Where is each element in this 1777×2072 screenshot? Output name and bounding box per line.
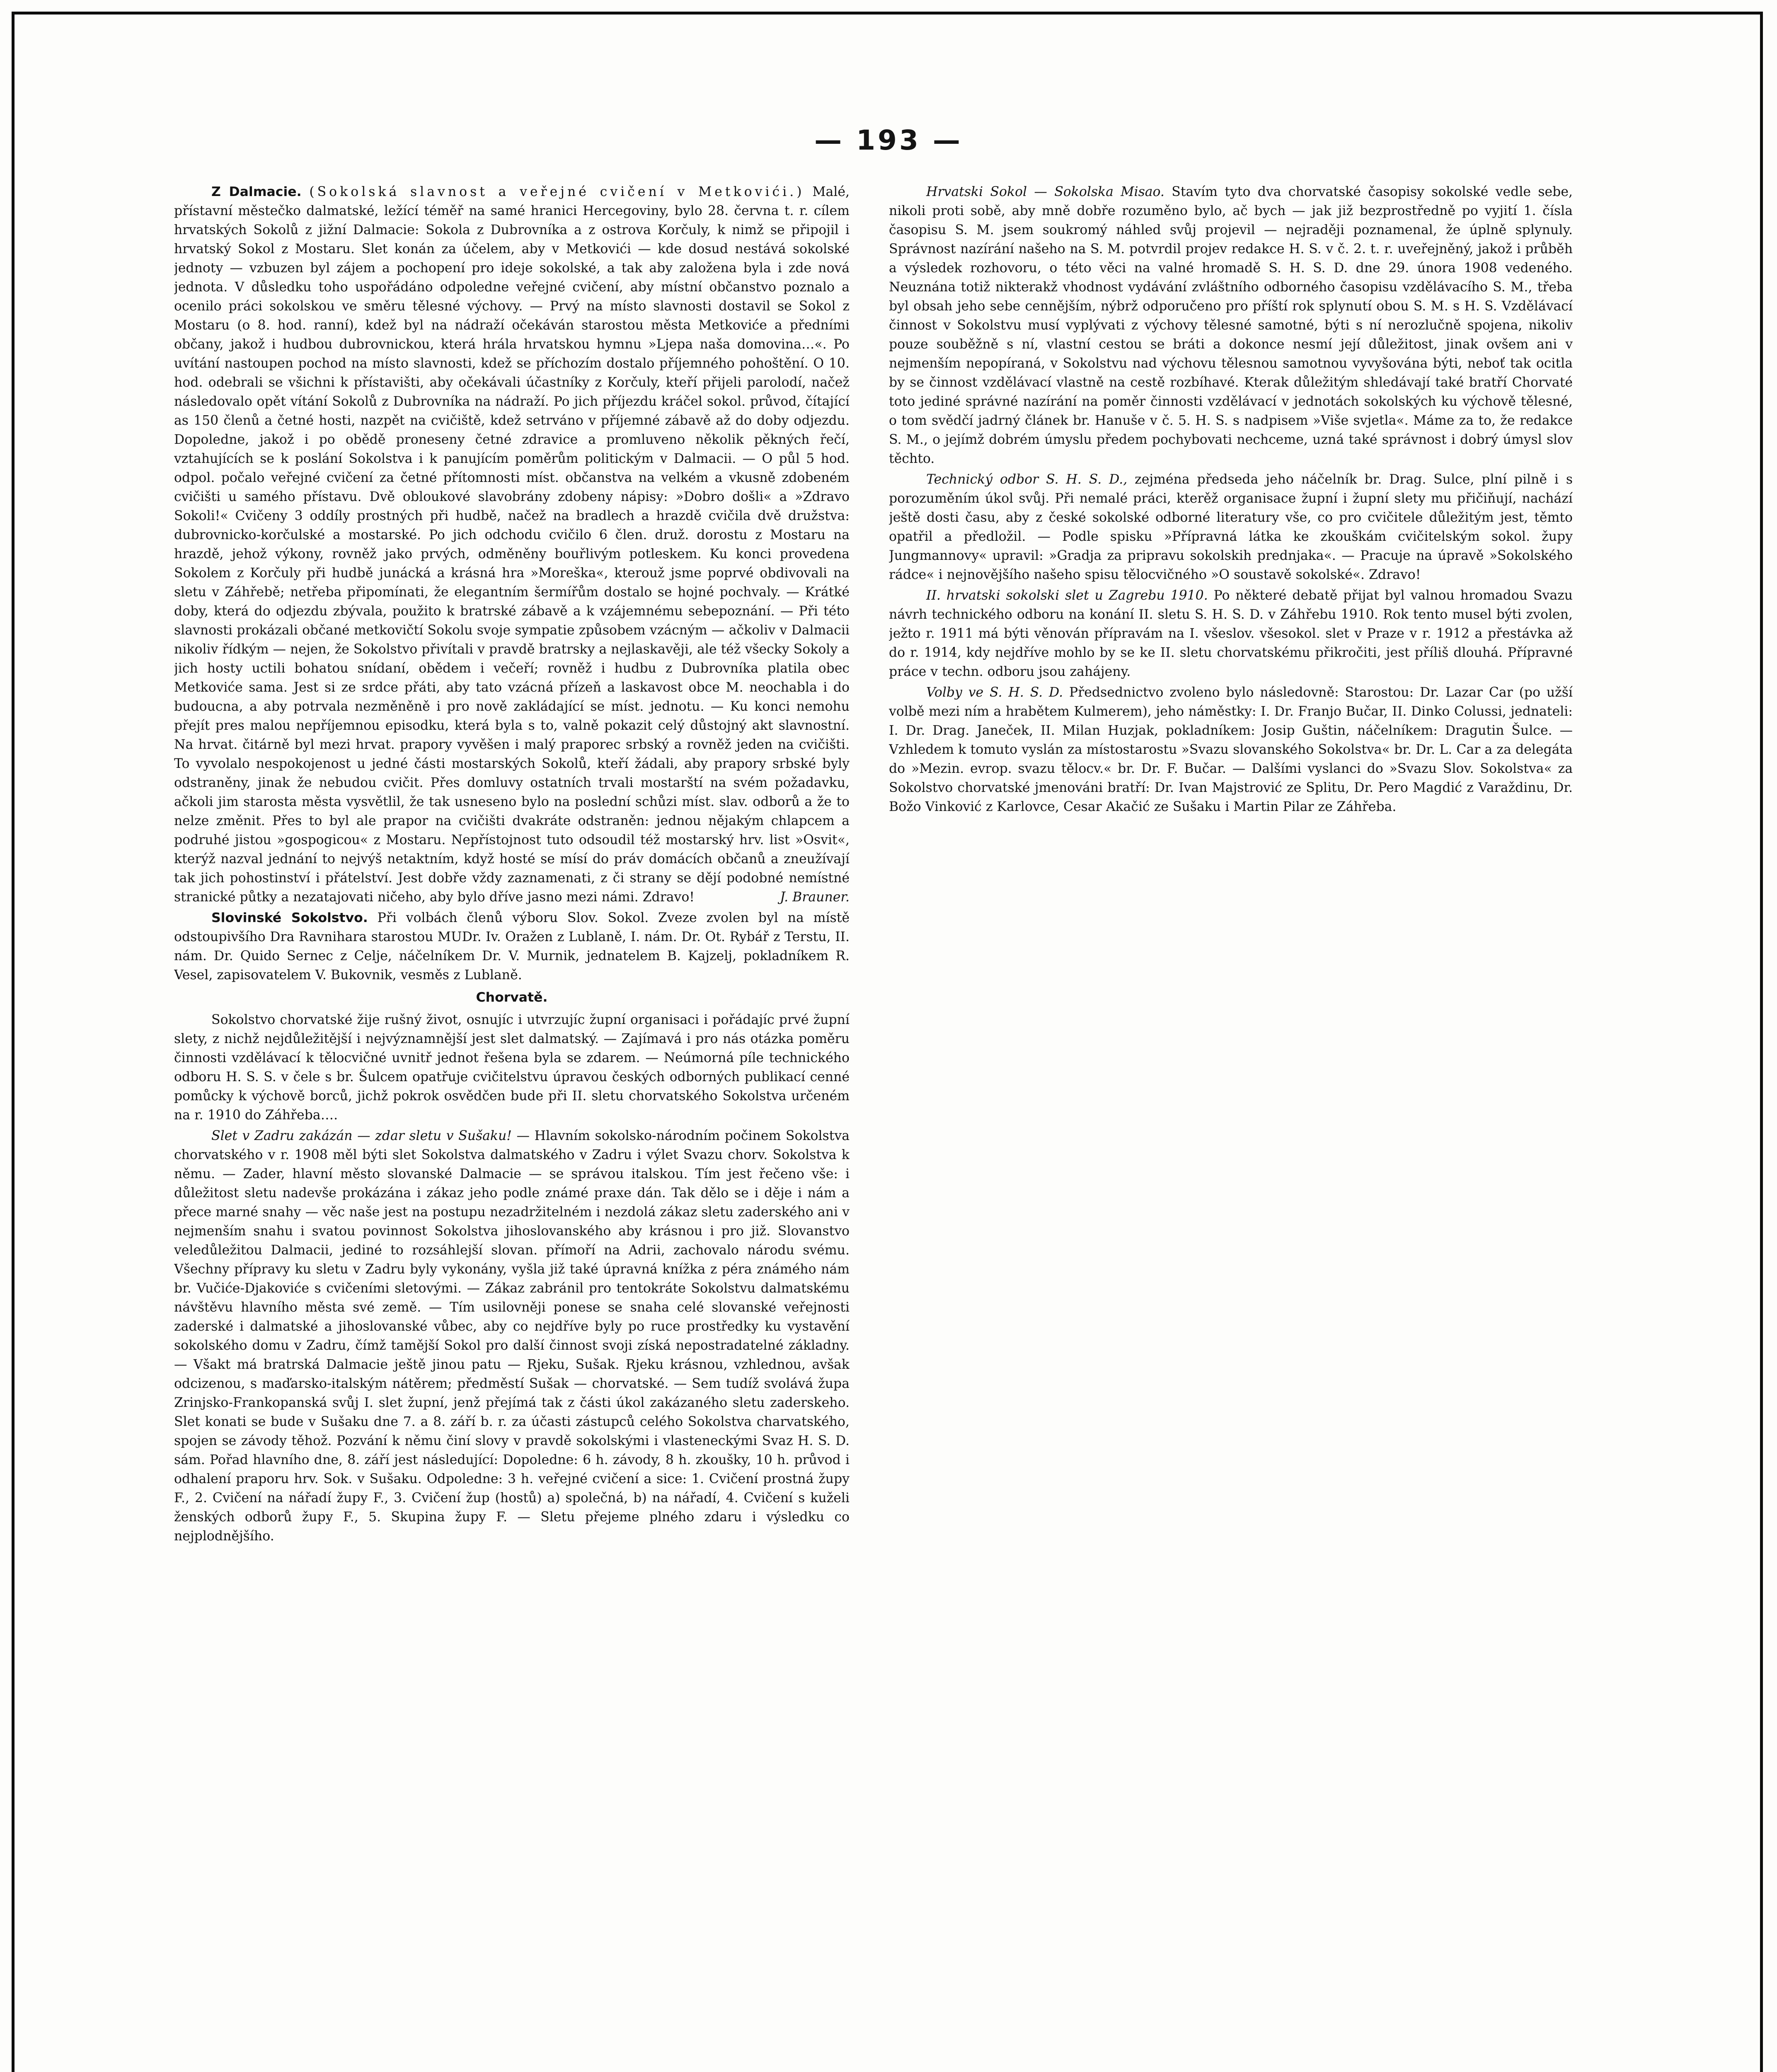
article-dalmacie xyxy=(174,182,850,907)
article-signature: J. Brauner. xyxy=(780,890,850,905)
article-body: Při volbách členů výboru Slov. Sokol. Zveze zvolen byl na místě odstoupivšího Dra Ravnihara starostou MUDr. Iv. Oražen z Lublaně, I. nám. Dr. Ot. Rybář z Terstu, II. nám. Dr. Quido Sernec z Celje, náčelníkem Dr. V. Murnik, jednatelem B. Kajzelj, pokladníkem R. Vesel, zapisovatelem V. Bukovnik, vesměs z Lublaně. xyxy=(174,910,850,983)
article-subtitle: (Sokolská slavnost a veřejné cvičení v Metkovići.) xyxy=(309,184,805,199)
article-slet-zagreb xyxy=(889,586,1573,681)
article-title: Technický odbor S. H. S. D., xyxy=(926,472,1128,487)
article-title: Volby ve S. H. S. D. xyxy=(926,685,1063,700)
article-chorvatsko-intro: Sokolstvo chorvatské žije rušný život, osnujíc i utvrzujíc župní organisaci i pořádajíc prvé župní slety, z nichž nejdůležitější i nejvýznamnější jest slet dalmatský. — Zajímavá i pro nás otázka poměru činnosti vzdělávací k tělocvičné uvnitř jednot řešena byla se zdarem. — Neúmorná píle technického odboru H. S. S. v čele s br. Šulcem opatřuje cvičitelstvu úpravou českých odborných publikací cenné pomůcky k výchově borců, jichž pokrok osvědčen bude při II. sletu chorvatského Sokolstva určeném na r. 1910 do Záhřeba…. xyxy=(174,1012,850,1123)
article-zadar xyxy=(174,1126,850,1546)
article-body: Stavím tyto dva chorvatské časopisy sokolské vedle sebe, nikoli proti sobě, aby mně dobře rozuměno bylo, ač bych — jak již bezprostředně po vyjití 1. čísla časopisu S. M. jsem soukromý náhled svůj projevil — nejraději poznamenal, že úplně splynuly. Správnost nazírání našeho na S. M. potvrdil projev redakce H. S. v č. 2. t. r. uveřejněný, jakož i průběh a výsledek rozhovoru, o této věci na valné hromadě S. H. S. D. dne 29. února 1908 vedeného. Neuznána totiž nikterakž vhodnost vydávání zvláštního odborného časopisu vzdělávacího S. M., třeba byl obsah jeho sebe cennějším, nýbrž odporučeno pro příští rok splynutí obou S. M. s H. S. Vzdělávací činnost v Sokolstvu musí vyplývati z výchovy tělesné samotné, býti s ní nerozlučně spojena, nikoliv pouze souběžně s ní, vlastní cestou se bráti a dokonce nesmí její důležitost, jinak ovšem ani v nejmenším nepopíraná, v Sokolstvu nad výchovu tělesnou samotnou vyvyšována býti, neboť tak ocitla by se činnost vzdělávací vlastně na cestě rozbíhavé. Kterak důležitým shledávají také bratří Chorvaté toto jediné správné nazírání na poměr činnosti vzdělávací v jednotách sokolských ku výchově tělesné, o tom svědčí jadrný článek br. Hanuše v č. 5. H. S. s nadpisem »Više svjetla«. Máme za to, že redakce S. M., o jejímž dobrém úmyslu předem pochybovati nechceme, uzná také správnost i dobrý úmysl slov těchto. xyxy=(889,184,1573,466)
article-hrvatski-sokol xyxy=(889,182,1573,468)
left-column xyxy=(174,182,850,2072)
article-body: Předsednictvo zvoleno bylo následovně: Starostou: Dr. Lazar Car (po užší volbě mezi ním a hrabětem Kulmerem), jeho náměstky: I. Dr. Franjo Bučar, II. Dinko Colussi, jednateli: I. Dr. Drag. Janeček, II. Milan Huzjak, pokladníkem: Josip Guštin, náčelníkem: Dragutin Šulce. — Vzhledem k tomuto vyslán za místostarostu »Svazu slovanského Sokolstva« br. Dr. L. Car a za delegáta do »Mezin. evrop. svazu tělocv.« br. Dr. F. Bučar. — Dalšími vyslanci do »Svazu Slov. Sokolstva« za Sokolstvo chorvatské jmenováni bratří: Dr. Ivan Majstrović ze Splitu, Dr. Pero Magdić z Varaždinu, Dr. Božo Vinković z Karlovce, Cesar Akačić ze Sušaku i Martin Pilar ze Záhřeba. xyxy=(889,685,1573,814)
article-slovinske xyxy=(174,908,850,985)
article-title: Slet v Zadru zakázán — zdar sletu v Sušaku! xyxy=(211,1128,512,1143)
article-body: Po některé debatě přijat byl valnou hromadou Svazu návrh technického odboru na konání II. sletu S. H. S. D. v Záhřebu 1910. Rok tento musel býti zvolen, ježto r. 1911 má býti věnován přípravám na I. všeslov. všesokol. slet v Praze v r. 1912 a přestávka až do r. 1914, kdy nejdříve mohlo by se ke II. sletu chorvatskému přikročiti, jest příliš dlouhá. Přípravné práce v techn. odboru jsou zahájeny. xyxy=(889,588,1573,679)
right-column xyxy=(889,182,1573,2072)
article-body: Malé, přístavní městečko dalmatské, ležící téměř na samé hranici Hercegoviny, bylo 28. června t. r. cílem hrvatských Sokolů z jižní Dalmacie: Sokola z Dubrovníka a z ostrova Korčuly, k nimž se připojil i hrvatský Sokol z Mostaru. Slet konán za účelem, aby v Metkovići — kde dosud nestává sokolské jednoty — vzbuzen byl zájem a pochopení pro ideje sokolské, a tak aby založena byla i zde nová jednota. V důsledku toho uspořádáno odpoledne veřejné cvičení, aby místní občanstvo poznalo a ocenilo práci sokolskou ve směru tělesné výchovy. — Prvý na místo slavnosti dostavil se Sokol z Mostaru (o 8. hod. ranní), kdež byl na nádraží očekáván starostou města Metkoviće a předními občany, jakož i hudbou dubrovnickou, která hrála hrvatskou hymnu »Ljepa naša domovina…«. Po uvítání nastoupen pochod na místo slavnosti, kdež se příchozím dostalo příjemného pohoštění. O 10. hod. odebrali se všichni k přístavišti, aby očekávali účastníky z Korčuly, kteří přijeli parolodí, načež následovalo opět vítání Sokolů z Dubrovníka na nádraží. Po jich příjezdu kráčel sokol. průvod, čítající as 150 členů a četné hosti, nazpět na cvičiště, kdež setrváno v příjemné zábavě až do doby odjezdu. Dopoledne, jakož i po obědě proneseny četné zdravice a promluveno několik pěkných řečí, vztahujících se k poslání Sokolstva i k panujícím poměrům politickým v Dalmacii. — O půl 5 hod. odpol. počalo veřejné cvičení za četné přítomnosti míst. občanstva na velkém a vkusně zdobeném cvičišti u samého přístavu. Dvě obloukové slavobrány zdobeny nápisy: »Dobro došli« a »Zdravo Sokoli!« Cvičeny 3 oddíly prostných při hudbě, načež na bradlech a hrazdě cvičila dvě družstva: dubrovnicko-korčulské a mostarské. Po jich odchodu cvičilo 6 člen. druž. dorostu z Mostaru na hrazdě, jehož výkony, rovněž jako prvých, odměněny bouřlivým potleskem. Ku konci provedena Sokolem z Korčuly při hudbě junácká a krásná hra »Moreška«, kterouž jsme poprvé obdivovali na sletu v Záhřebě; netřeba připomínati, že elegantním šermířům dostalo se hojné pochvaly. — Krátké doby, která do odjezdu zbývala, použito k bratrské zábavě a k vzájemnému sebepoznání. — Při této slavnosti prokázali občané metkovičtí Sokolu svoje sympatie způsobem vzácným — ačkoliv v Dalmacii nikoliv řídkým — nejen, že Sokolstvo přivítali v pravdě bratrsky a nejlaskavěji, ale též všecky Sokoly a jich hosty uctili bohatou snídaní, obědem i večeří; rovněž i hudbu z Dubrovníka platila obec Metkoviće sama. Jest si ze srdce přáti, aby tato vzácná přízeň a laskavost obce M. neochabla i do budoucna, a aby potrvala nezměněně i pro nově zakládající se míst. jednotu. — Ku konci nemohu přejít pres malou nepříjemnou episodku, která byla s to, valně pokazit celý důstojný akt slavnostní. Na hrvat. čitárně byl mezi hrvat. prapory vyvěšen i malý praporec srbský a rovněž jeden na cvičišti. To vyvolalo nespokojenost u jedné části mostarských Sokolů, kteří žádali, aby prapory srbské byly odstraněny, jinak že nebudou cvičit. Přes domluvy ostatních trvali mostarští na svém požadavku, ačkoli jim starosta města vysvětlil, že tak usneseno bylo na poslední schůzi míst. slav. odborů a že to nelze změnit. Přes to byl ale prapor na cvičišti dvakráte odstraněn: jednou nějakým chlapcem a podruhé jistou »gospogicou« z Mostaru. Nepřístojnost tuto odsoudil též mostarský hrv. list »Osvit«, kterýž nazval jednání to nejvýš netaktním, když hosté se mísí do práv domácích občanů a zneužívají tak jich pohostinství i přátelství. Jest dobře vždy zaznamenati, z či strany se dějí podobné nemístné stranické půtky a nezatajovati ničeho, aby bylo dříve jasno mezi námi. Zdravo! xyxy=(174,184,850,905)
article-title: II. hrvatski sokolski slet u Zagrebu 1910. xyxy=(926,588,1208,603)
article-heading: Z Dalmacie. xyxy=(211,184,302,199)
article-technicky-odbor xyxy=(889,470,1573,584)
article-body: — Hlavním sokolsko-národním počinem Sokolstva chorvatského v r. 1908 měl býti slet Sokolstva dalmatského v Zadru i výlet Svazu chorv. Sokolstva k němu. — Zader, hlavní město slovanské Dalmacie — se správou italskou. Tím jest řečeno vše: i důležitost sletu nadevše prokázána i zákaz jeho podle známé praxe dán. Tak dělo se i děje i nám a přece marné snahy — věc naše jest na postupu nezadržitelném i nezdolá zákaz sletu zaderského ani v nejmenším snahu i svatou povinnost Sokolstva jihoslovanského aby krásnou i pro již. Slovanstvo veledůležitou Dalmacii, jediné to rozsáhlejší slovan. přímoří na Adrii, zachovalo národu svému. Všechny přípravy ku sletu v Zadru byly vykonány, vyšla již také úpravná knížka z péra známého nám br. Vučiće-Djakoviće s cvičeními sletovými. — Zákaz zabránil pro tentokráte Sokolstvu dalmatskému návštěvu hlavního města své země. — Tím usilovněji ponese se snaha celé slovanské veřejnosti zaderské i dalmatské a jihoslovanské vůbec, aby co nejdříve byly po ruce prostředky ku vystavění sokolského domu v Zadru, čímž tamější Sokol pro další činnost svoji získá nepostradatelné základny. — Všakt má bratrská Dalmacie ještě jinou patu — Rjeku, Sušak. Rjeku krásnou, vzhlednou, avšak odcizenou, s maďarsko-italským nátěrem; předměstí Sušak — chorvatské. — Sem tudíž svolává župa Zrinjsko-Frankopanská svůj I. slet župní, jenž přejímá tak z části úkol zakázaného sletu zaderskeho. Slet konati se bude v Sušaku dne 7. a 8. září b. r. za účasti zástupců celého Sokolstva charvatského, spojen se závody těhož. Pozvání k němu činí slovy v pravdě sokolskými i vlasteneckými Svaz H. S. D. sám. Pořad hlavního dne, 8. září jest následující: Dopoledne: 6 h. závody, 8 h. zkoušky, 10 h. průvod i odhalení praporu hrv. Sok. v Sušaku. Odpoledne: 3 h. veřejné cvičení a sice: 1. Cvičení prostná župy F., 2. Cvičení na nářadí župy F., 3. Cvičení žup (hostů) a) společná, b) na nářadí, 4. Cvičení s kuželi ženských odborů župy F., 5. Skupina župy F. — Sletu přejeme plného zdaru i výsledku co nejplodnějšího. xyxy=(174,1128,850,1544)
page-number: — 193 — xyxy=(814,124,963,156)
section-heading: Chorvatě. xyxy=(476,990,548,1005)
article-body: zejména předseda jeho náčelník br. Drag. Sulce, plní pilně i s porozuměním úkol svůj. Při nemalé práci, kterěž organisace župní i župní slety mu přičiňují, nachází ještě dosti času, aby z české sokolské odborné literatury vše, co pro cvičitele důležitým jest, těmto opatřil a předložil. — Podle spisku »Přípravná látka ke zkouškám cvičitelským sokol. župy Jungmannovy« upravil: »Gradja za pripravu sokolskih prednjaka«. — Pracuje na úpravě »Sokolského rádce« i nejnovějšího našeho spisu tělocvičného »O soustavě sokolské«. Zdravo! xyxy=(889,472,1573,582)
article-volby xyxy=(889,683,1573,816)
article-heading: Slovinské Sokolstvo. xyxy=(211,910,368,925)
article-title: Hrvatski Sokol — Sokolska Misao. xyxy=(926,184,1164,199)
